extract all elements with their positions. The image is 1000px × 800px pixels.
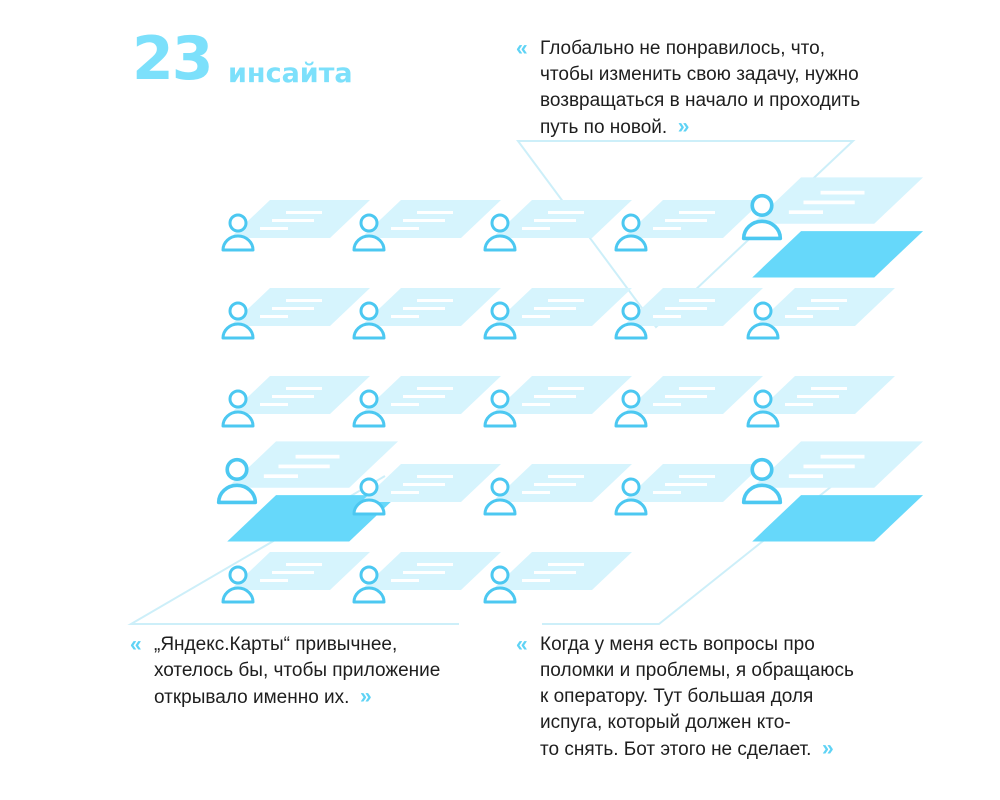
user-icon-head xyxy=(623,303,639,319)
card-text-line xyxy=(403,483,445,486)
card-text-line xyxy=(403,307,445,310)
card-text-line xyxy=(260,227,288,230)
card-text-line xyxy=(522,403,550,406)
card-text-line xyxy=(548,299,584,302)
user-icon-body xyxy=(485,500,515,514)
user-icon-body xyxy=(485,588,515,602)
insight-item xyxy=(354,288,501,338)
insight-item xyxy=(616,288,763,338)
user-icon-body xyxy=(354,588,384,602)
card-text-line xyxy=(789,474,823,478)
insight-item xyxy=(223,288,370,338)
card-text-line xyxy=(785,315,813,318)
card-text-line xyxy=(417,299,453,302)
user-icon-head xyxy=(492,479,508,495)
user-icon-body xyxy=(744,485,781,502)
user-icon-body xyxy=(223,412,253,426)
card-text-line xyxy=(534,571,576,574)
card-text-line xyxy=(679,387,715,390)
card-text-line xyxy=(403,571,445,574)
insight-item-highlighted xyxy=(744,441,923,541)
card-text-line xyxy=(653,403,681,406)
quote-line: то снять. Бот этого не сделает. xyxy=(540,739,812,760)
user-icon-body xyxy=(616,236,646,250)
user-icon-head xyxy=(361,479,377,495)
card-text-line xyxy=(665,219,707,222)
quote-line: испуга, который должен кто- xyxy=(540,712,791,733)
insight-item xyxy=(748,288,895,338)
card-text-line xyxy=(296,455,340,459)
card-text-line xyxy=(821,191,865,195)
card-text-line xyxy=(548,211,584,214)
card-text-line xyxy=(797,307,839,310)
quote-line: поломки и проблемы, я обращаюсь xyxy=(540,660,854,681)
card-text-line xyxy=(391,315,419,318)
quote-bottom-left xyxy=(130,632,484,711)
card-text-line xyxy=(679,475,715,478)
insight-item xyxy=(223,376,370,426)
insight-item xyxy=(616,376,763,426)
user-icon-body xyxy=(616,324,646,338)
user-icon-head xyxy=(492,215,508,231)
user-icon-head xyxy=(623,391,639,407)
quote-open-mark: « xyxy=(516,633,528,656)
card-text-line xyxy=(403,395,445,398)
user-icon-body xyxy=(223,236,253,250)
user-icon-head xyxy=(492,391,508,407)
card-text-line xyxy=(797,395,839,398)
user-icon-body xyxy=(616,500,646,514)
quote-line: путь по новой. xyxy=(540,117,668,138)
card-text-line xyxy=(272,395,314,398)
card-text-line xyxy=(653,227,681,230)
card-text-line xyxy=(417,475,453,478)
card-text-line xyxy=(417,387,453,390)
user-icon-body xyxy=(485,324,515,338)
card-text-line xyxy=(286,299,322,302)
user-icon-head xyxy=(361,215,377,231)
user-icon-body xyxy=(485,412,515,426)
user-icon-body xyxy=(354,236,384,250)
card-text-line xyxy=(286,211,322,214)
quote-last-line xyxy=(154,684,484,711)
card-text-line xyxy=(665,483,707,486)
insight-item xyxy=(354,200,501,250)
user-icon-head xyxy=(752,460,772,480)
quote-line: чтобы изменить свою задачу, нужно xyxy=(540,64,859,85)
card-text-line xyxy=(548,387,584,390)
quote-last-line xyxy=(540,114,920,141)
user-icon-body xyxy=(354,324,384,338)
quote-line: Глобально не понравилось, что, xyxy=(540,38,826,59)
card-text-line xyxy=(260,579,288,582)
quote-line: хотелось бы, чтобы приложение xyxy=(154,660,441,681)
insight-item-highlighted xyxy=(744,177,923,277)
card-text-line xyxy=(803,465,854,469)
user-icon-body xyxy=(744,221,781,238)
card-text-line xyxy=(534,219,576,222)
card-text-line xyxy=(286,563,322,566)
user-icon-body xyxy=(354,412,384,426)
user-icon-body xyxy=(616,412,646,426)
card-text-line xyxy=(391,491,419,494)
card-text-line xyxy=(391,403,419,406)
user-icon-head xyxy=(230,215,246,231)
quote-close-mark: » xyxy=(677,115,690,138)
card-text-line xyxy=(272,571,314,574)
quote-open-mark: « xyxy=(516,37,528,60)
card-text-line xyxy=(821,455,865,459)
user-icon-head xyxy=(227,460,247,480)
user-icon-head xyxy=(623,479,639,495)
card-text-line xyxy=(391,227,419,230)
insight-item xyxy=(223,200,370,250)
user-icon-head xyxy=(755,303,771,319)
card-text-line xyxy=(653,491,681,494)
user-icon-head xyxy=(752,196,772,216)
insight-item xyxy=(354,376,501,426)
insight-item xyxy=(485,288,632,338)
quote-open-mark: « xyxy=(130,633,142,656)
card-text-line xyxy=(548,475,584,478)
card-text-line xyxy=(260,315,288,318)
user-icon-body xyxy=(219,485,256,502)
card-text-line xyxy=(272,307,314,310)
card-text-line xyxy=(665,395,707,398)
card-text-line xyxy=(417,211,453,214)
card-text-line xyxy=(811,299,847,302)
card-text-line xyxy=(522,227,550,230)
insight-item xyxy=(616,464,763,514)
user-icon-head xyxy=(361,391,377,407)
card-text-line xyxy=(665,307,707,310)
user-icon-body xyxy=(748,412,778,426)
quote-line: Когда у меня есть вопросы про xyxy=(540,634,815,655)
insight-item xyxy=(485,552,632,602)
card-text-line xyxy=(417,563,453,566)
insight-item xyxy=(354,552,501,602)
insight-grid xyxy=(219,177,923,602)
insight-item xyxy=(354,464,501,514)
user-icon-head xyxy=(492,303,508,319)
user-icon-body xyxy=(223,588,253,602)
quote-close-mark: » xyxy=(360,685,372,708)
card-text-line xyxy=(272,219,314,222)
card-text-line xyxy=(548,563,584,566)
card-text-line xyxy=(534,483,576,486)
user-icon-body xyxy=(748,324,778,338)
quote-last-line xyxy=(540,736,920,763)
card-text-line xyxy=(522,315,550,318)
quote-line: возвращаться в начало и проходить xyxy=(540,90,861,111)
card-text-line xyxy=(811,387,847,390)
quote-line: к оператору. Тут большая доля xyxy=(540,686,814,707)
card-text-line xyxy=(803,201,854,205)
user-icon-head xyxy=(361,567,377,583)
insight-item xyxy=(748,376,895,426)
card-text-line xyxy=(522,579,550,582)
user-icon-head xyxy=(492,567,508,583)
user-icon-head xyxy=(230,391,246,407)
quote-line: „Яндекс.Карты“ привычнее, xyxy=(154,634,398,655)
quote-line: открывало именно их. xyxy=(154,687,350,708)
card-text-line xyxy=(534,395,576,398)
quote-bottom-right xyxy=(516,632,920,763)
user-icon-head xyxy=(230,303,246,319)
user-icon-body xyxy=(485,236,515,250)
user-icon-head xyxy=(361,303,377,319)
insight-item xyxy=(616,200,763,250)
user-icon-head xyxy=(755,391,771,407)
quote-close-mark: » xyxy=(821,737,834,760)
card-text-line xyxy=(789,210,823,214)
card-text-line xyxy=(534,307,576,310)
user-icon-body xyxy=(354,500,384,514)
card-text-line xyxy=(785,403,813,406)
user-icon-head xyxy=(230,567,246,583)
card-text-line xyxy=(653,315,681,318)
card-text-line xyxy=(679,299,715,302)
card-text-line xyxy=(264,474,298,478)
card-text-line xyxy=(679,211,715,214)
user-icon-head xyxy=(623,215,639,231)
card-text-line xyxy=(391,579,419,582)
insight-item xyxy=(485,376,632,426)
insight-count: 23 xyxy=(132,24,212,94)
insight-word: инсайта xyxy=(228,58,353,89)
insight-item xyxy=(485,464,632,514)
card-text-line xyxy=(522,491,550,494)
insight-item xyxy=(223,552,370,602)
card-text-line xyxy=(260,403,288,406)
user-icon-body xyxy=(223,324,253,338)
insight-item xyxy=(485,200,632,250)
insight-card xyxy=(752,177,923,223)
card-text-line xyxy=(278,465,329,469)
card-text-line xyxy=(403,219,445,222)
card-text-line xyxy=(286,387,322,390)
quote-top-right xyxy=(516,36,920,141)
